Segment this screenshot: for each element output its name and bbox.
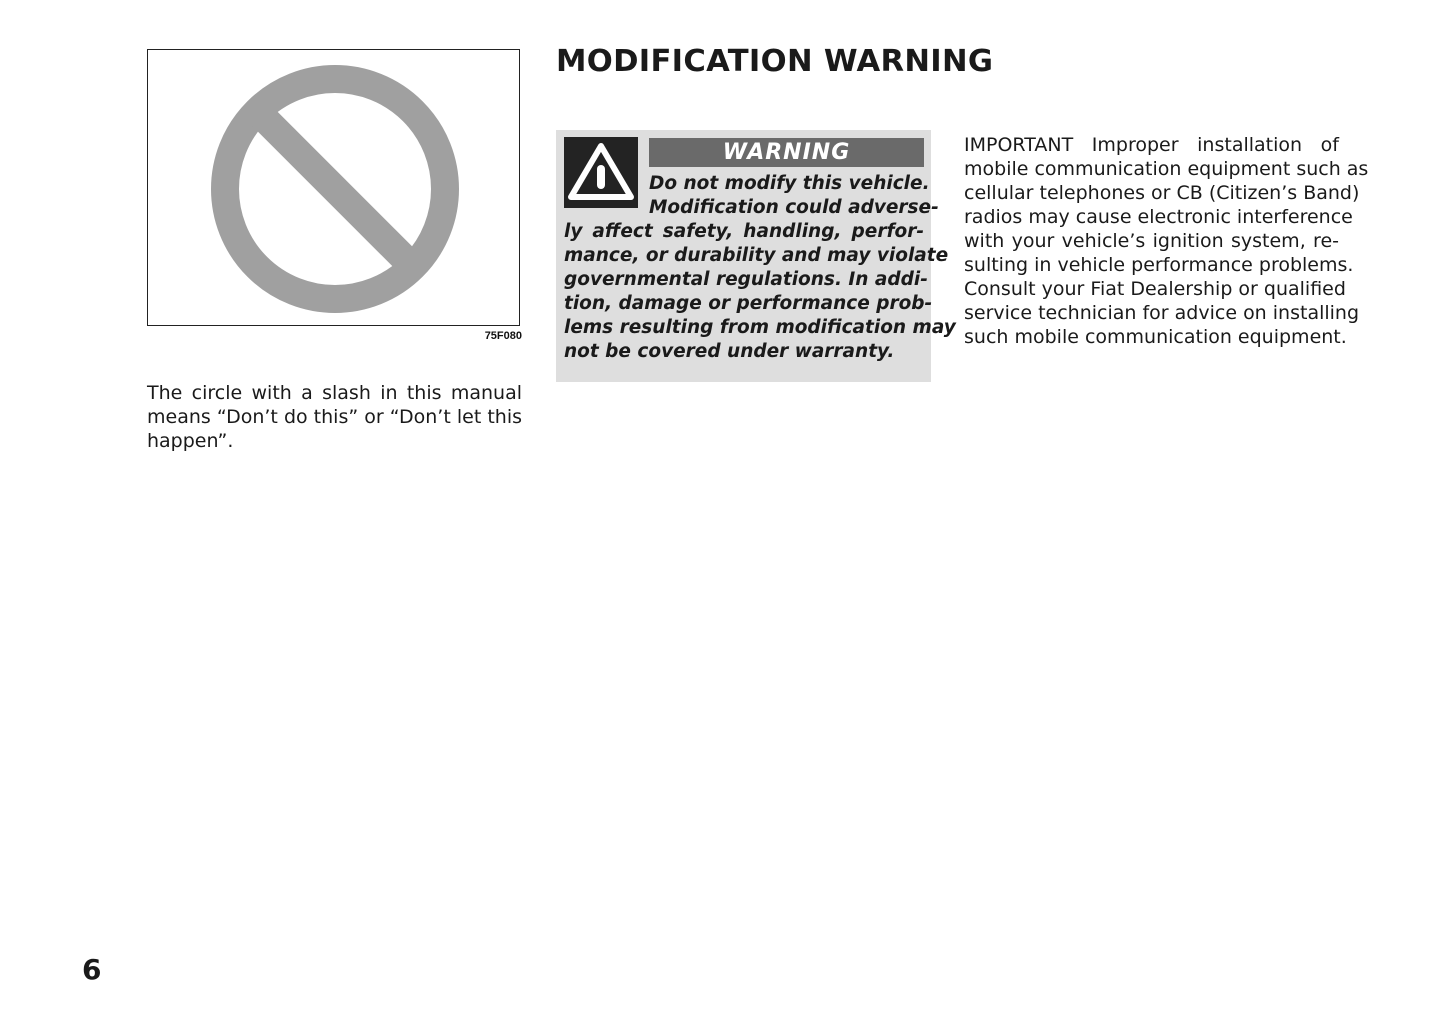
page-number: 6 <box>82 953 102 986</box>
warning-line: ly affect safety, handling, perfor- <box>564 221 924 242</box>
warning-box <box>556 130 956 382</box>
warning-line: lems resulting from modification may <box>564 317 956 338</box>
prohibition-figure <box>147 49 520 326</box>
caption-line: means “Don’t do this” or “Don’t let this <box>147 406 522 428</box>
warning-text <box>564 172 956 364</box>
important-line: radios may cause electronic interference <box>964 206 1353 228</box>
important-line: with your vehicle’s ignition system, re- <box>964 230 1339 252</box>
warning-line: mance, or durability and may violate <box>564 245 949 266</box>
important-line: sulting in vehicle performance problems. <box>964 254 1354 276</box>
important-line: mobile communication equipment such as <box>964 158 1369 180</box>
warning-line: tion, damage or performance prob- <box>564 293 933 314</box>
figure-caption <box>147 381 522 453</box>
caption-line: happen”. <box>147 430 234 452</box>
important-line: cellular telephones or CB (Citizen’s Band) <box>964 182 1360 204</box>
warning-label: WARNING <box>649 138 924 167</box>
warning-line: governmental regulations. In addi- <box>564 269 928 290</box>
prohibition-circle-slash-icon <box>148 50 519 325</box>
figure-code: 75F080 <box>484 330 522 342</box>
warning-line: Modification could adverse- <box>649 197 939 218</box>
warning-line: Do not modify this vehicle. <box>649 173 930 194</box>
important-line: Consult your Fiat Dealership or qualified <box>964 278 1346 300</box>
important-line: IMPORTANT Improper installation of <box>964 134 1339 156</box>
important-line: such mobile communication equipment. <box>964 326 1347 348</box>
important-paragraph <box>964 133 1369 349</box>
important-line: service technician for advice on installing <box>964 302 1360 324</box>
section-title: MODIFICATION WARNING <box>556 44 994 79</box>
caption-line: The circle with a slash in this manual <box>147 382 522 404</box>
warning-line: not be covered under warranty. <box>564 341 895 362</box>
